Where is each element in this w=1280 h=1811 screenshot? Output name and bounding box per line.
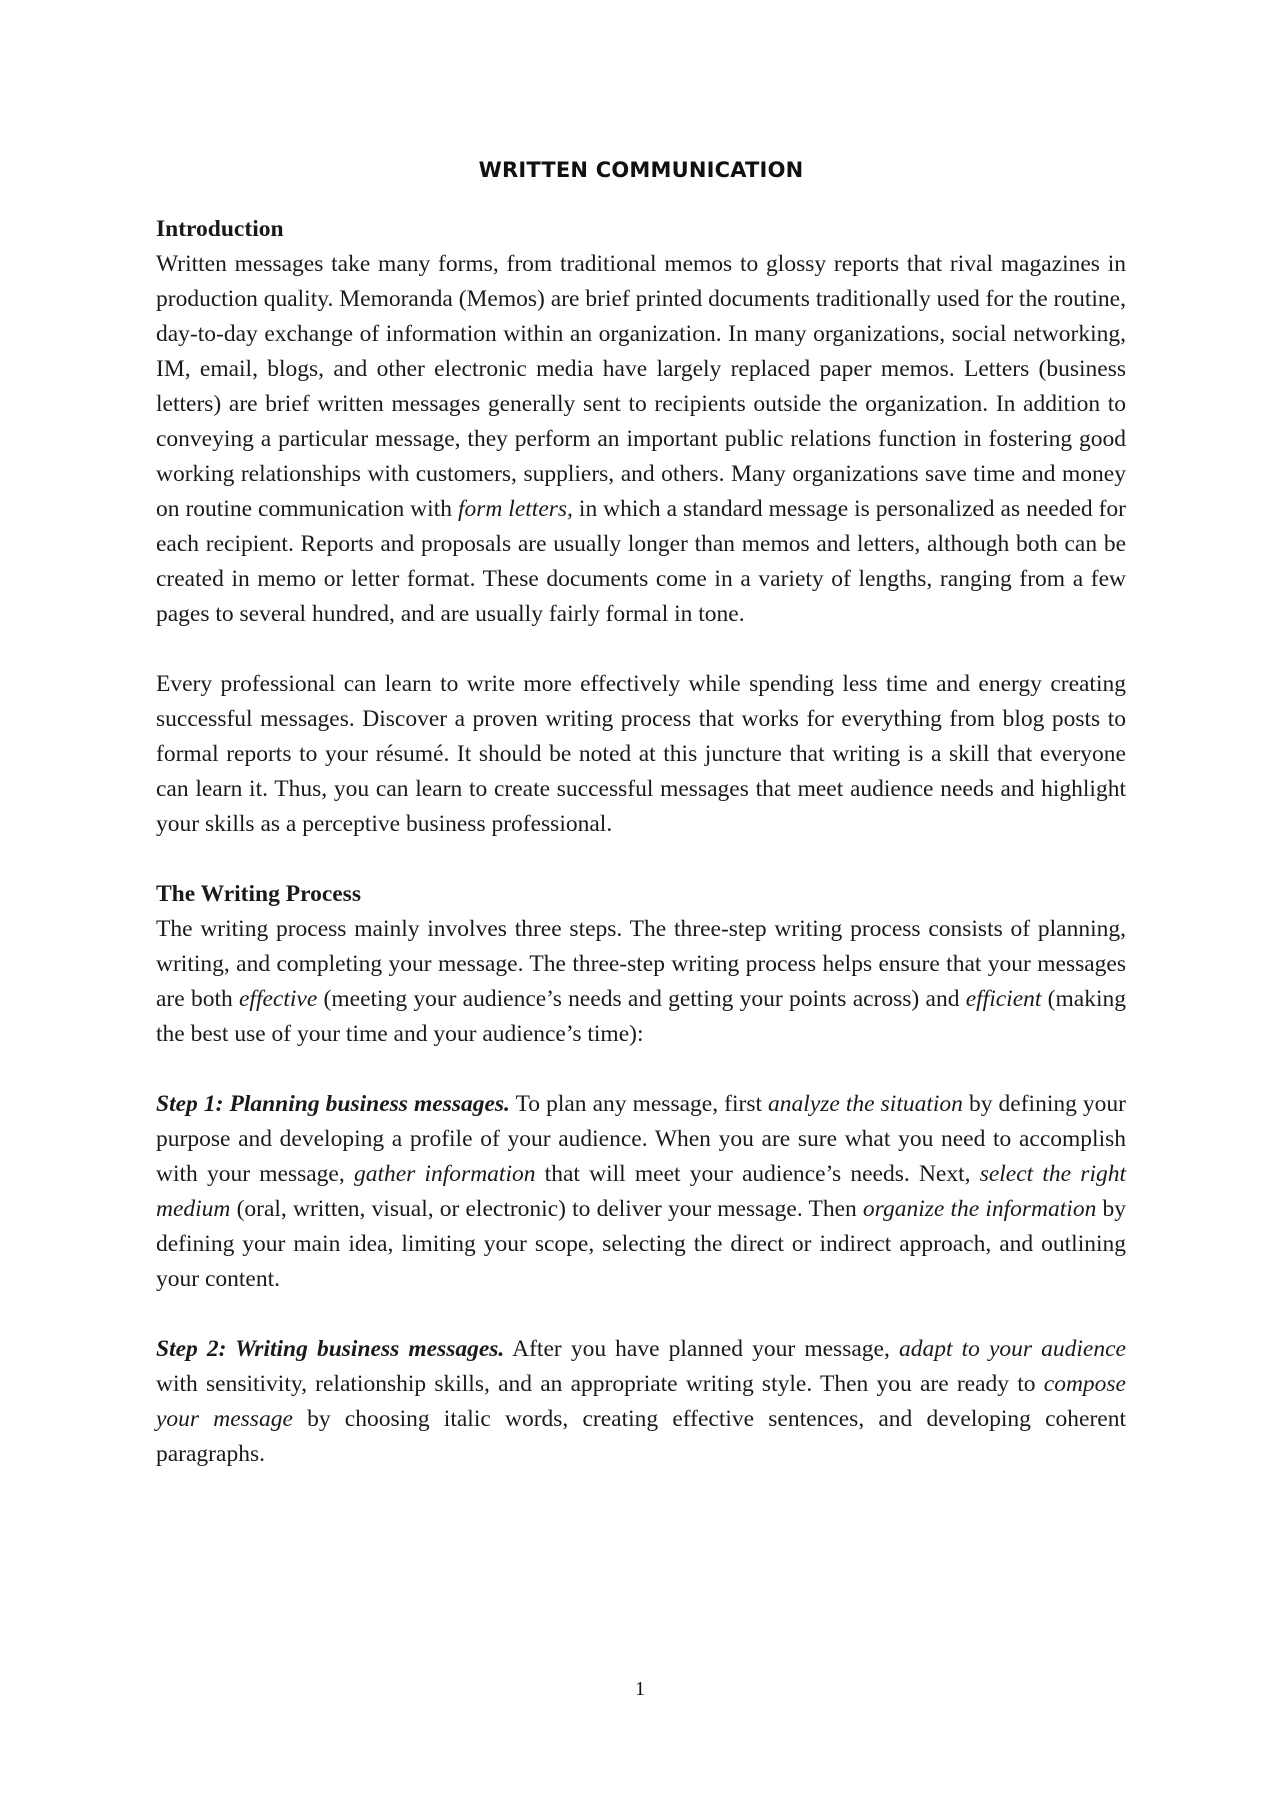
step-2-label: Step 2: Writing business messages. [156, 1336, 505, 1362]
step-1-paragraph [156, 1087, 1126, 1297]
paragraph-gap [156, 1297, 1126, 1332]
step-1-label: Step 1: Planning business messages. [156, 1091, 510, 1117]
page-number: 1 [635, 1678, 645, 1700]
introduction-paragraph-1 [156, 247, 1126, 632]
emphasis: select the right medium [156, 1161, 1127, 1222]
text-run: in which a standard message is personalized as needed for each recipient. Reports and proposals are usually longer than memos and letters, although both can be created in memo or letter format. These documents come in a variety of lengths, ranging from a few pages to several hundred, and are usually fairly formal in tone. [156, 496, 1127, 627]
emphasis: gather information [353, 1161, 536, 1187]
paragraph-gap [156, 632, 1126, 667]
document-title: WRITTEN COMMUNICATION [478, 158, 804, 182]
text-run: by defining your main idea, limiting your scope, selecting the direct or indirect approach, and outlining your content. [156, 1196, 1126, 1292]
text-run: by defining your purpose and developing a profile of your audience. When you are sure what you need to accomplish with your message, [156, 1091, 1126, 1187]
text-run: Written messages take many forms, from traditional memos to glossy reports that rival magazines in production quality. Memoranda (Memos) are brief printed documents traditionally used for the routine, day-to-day exchange of information within an organization. In many organizations, social networking, IM, email, blogs, and other electronic media have largely replaced paper memos. Letters (business letters) are brief written messages generally sent to recipients outside the organization. In addition to conveying a particular message, they perform an important public relations function in fostering good working relationships with customers, suppliers, and others. Many organizations save time and money on routine communication with [156, 251, 1126, 522]
emphasis-effective: effective [239, 986, 318, 1012]
text-run: (oral, written, visual, or electronic) to deliver your message. Then [230, 1196, 863, 1222]
text-run: (meeting your audience’s needs and getting your points across) and [317, 986, 966, 1012]
emphasis-form-letters: form letters, [457, 496, 573, 522]
text-run: that will meet your audience’s needs. Next, [535, 1161, 980, 1187]
text-run: with sensitivity, relationship skills, and an appropriate writing style. Then you are ready to [156, 1371, 1044, 1397]
paragraph-gap [156, 1052, 1126, 1087]
writing-process-paragraph [156, 912, 1126, 1052]
paragraph-gap [156, 842, 1126, 877]
writing-process-heading: The Writing Process [156, 881, 361, 907]
text-run: (making the best use of your time and your audience’s time): [156, 986, 1126, 1047]
text-run: by choosing italic words, creating effective sentences, and developing coherent paragraphs. [156, 1406, 1126, 1467]
emphasis: adapt to your audience [898, 1336, 1126, 1362]
text-run: The writing process mainly involves three steps. The three-step writing process consists of planning, writing, and completing your message. The three-step writing process helps ensure that your messages are both [156, 916, 1126, 1012]
text-run: After you have planned your message, [504, 1336, 899, 1362]
emphasis: organize the information [862, 1196, 1097, 1222]
emphasis: analyze the situation [768, 1091, 963, 1117]
emphasis: compose your message [156, 1371, 1126, 1432]
introduction-paragraph-2: Every professional can learn to write more effectively while spending less time and energy creating successful messages. Discover a proven writing process that works for everything from blog posts to formal reports to your résumé. It should be noted at this juncture that writing is a skill that everyone can learn it. Thus, you can learn to create successful messages that meet audience needs and highlight your skills as a perceptive business professional. [156, 671, 1126, 837]
document-body [156, 212, 1126, 1472]
introduction-heading: Introduction [156, 216, 284, 242]
step-2-paragraph [156, 1332, 1126, 1472]
emphasis-efficient: efficient [965, 986, 1042, 1012]
text-run: To plan any message, first [509, 1091, 769, 1117]
